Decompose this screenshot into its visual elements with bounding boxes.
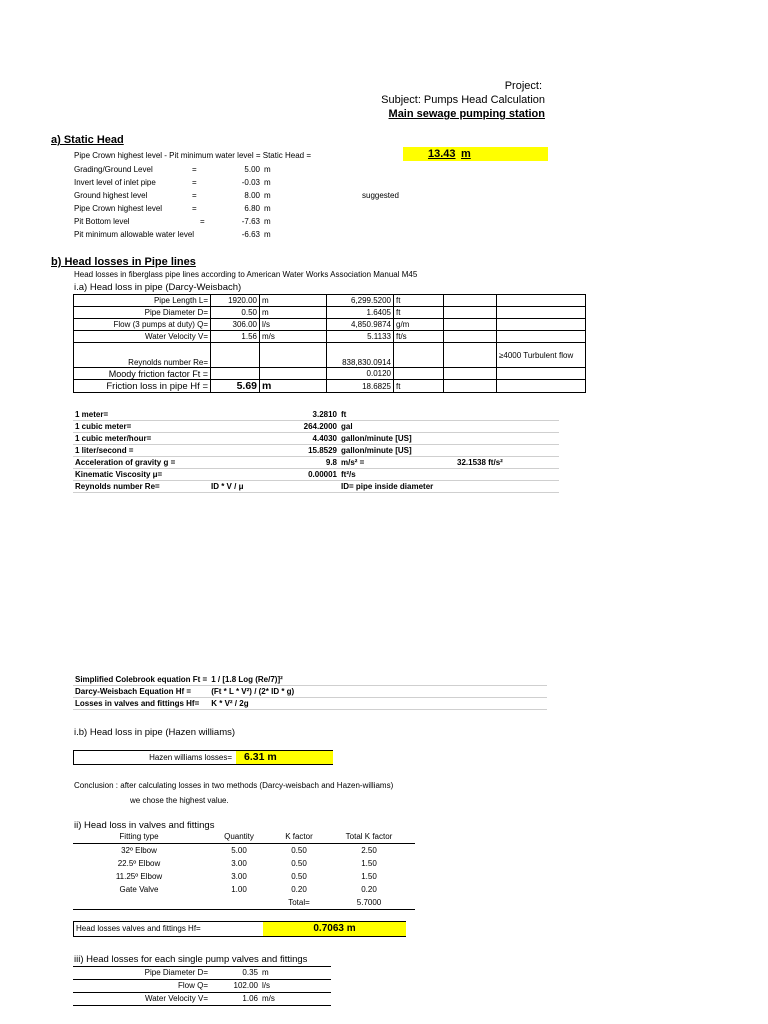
conv-extra bbox=[455, 469, 559, 481]
row-si-value: 1920.00 bbox=[211, 295, 260, 307]
fittings-bottom-rule bbox=[73, 909, 415, 910]
conv-value: 9.8 bbox=[293, 457, 339, 469]
friction-loss-si-unit: m bbox=[260, 380, 327, 393]
static-row-unit: m bbox=[264, 230, 271, 239]
conv-unit: gal bbox=[339, 421, 455, 433]
fittings-header-type: Fitting type bbox=[119, 832, 159, 841]
conversion-table bbox=[73, 409, 559, 493]
static-row-unit: m bbox=[264, 191, 271, 200]
subject-label: Subject: Pumps Head Calculation bbox=[381, 94, 545, 106]
single-pump-value: 1.06 bbox=[242, 994, 258, 1003]
conv-mid bbox=[209, 445, 293, 457]
conv-unit: ft bbox=[339, 409, 455, 421]
row-label: Moody friction factor Ft = bbox=[74, 368, 211, 380]
static-head-result-unit: m bbox=[461, 148, 471, 160]
fittings-title: ii) Head loss in valves and fittings bbox=[74, 820, 215, 831]
station-title: Main sewage pumping station bbox=[388, 108, 545, 120]
row-si-unit: m bbox=[260, 307, 327, 319]
table-row bbox=[73, 469, 559, 481]
table-row bbox=[74, 295, 586, 307]
row-imp-unit bbox=[394, 343, 444, 368]
fitting-k: 0.50 bbox=[291, 859, 307, 868]
single-pump-label: Water Velocity V= bbox=[144, 994, 208, 1003]
single-pump-unit: m/s bbox=[262, 994, 275, 1003]
fittings-total-value: 5.7000 bbox=[356, 898, 382, 907]
hazen-title: i.b) Head loss in pipe (Hazen williams) bbox=[74, 727, 236, 738]
table-row bbox=[73, 445, 559, 457]
table-row bbox=[73, 674, 547, 686]
equation-expr: 1 / [1.8 Log (Re/7)]² bbox=[209, 674, 547, 686]
row-si-unit: m bbox=[260, 295, 327, 307]
static-row-label: Pit Bottom level bbox=[74, 217, 130, 226]
row-si-unit: l/s bbox=[260, 319, 327, 331]
row-note bbox=[497, 331, 586, 343]
conv-unit: m/s² = bbox=[339, 457, 455, 469]
static-head-result: 13.43 bbox=[428, 148, 456, 160]
row-empty bbox=[444, 380, 497, 393]
row-imp-value: 838,830.0914 bbox=[327, 343, 394, 368]
static-row-unit: m bbox=[264, 217, 271, 226]
hazen-box bbox=[73, 750, 333, 765]
table-row bbox=[73, 686, 547, 698]
row-imp-value: 4,850.9874 bbox=[327, 319, 394, 331]
static-row-value: -6.63 bbox=[241, 230, 260, 239]
fitting-type: 32º Elbow bbox=[121, 846, 157, 855]
row-imp-unit: ft bbox=[394, 380, 444, 393]
conv-mid: ID * V / μ bbox=[209, 481, 293, 493]
conv-label: Reynolds number Re= bbox=[73, 481, 209, 493]
darcy-title: i.a) Head loss in pipe (Darcy-Weisbach) bbox=[74, 282, 242, 293]
table-row bbox=[74, 331, 586, 343]
row-empty bbox=[444, 368, 497, 380]
hazen-value: 6.31 m bbox=[236, 751, 333, 764]
row-si-value bbox=[211, 368, 260, 380]
fitting-quantity: 5.00 bbox=[231, 846, 247, 855]
static-row-value: -0.03 bbox=[241, 178, 260, 187]
static-row-eq: = bbox=[192, 165, 197, 174]
conv-value: 264.2000 bbox=[293, 421, 339, 433]
conv-value bbox=[293, 481, 339, 493]
table-row bbox=[73, 457, 559, 469]
row-label: Water Velocity V= bbox=[74, 331, 211, 343]
static-row-label: Grading/Ground Level bbox=[74, 165, 153, 174]
fitting-type: Gate Valve bbox=[119, 885, 159, 894]
conv-mid bbox=[209, 421, 293, 433]
row-note bbox=[497, 368, 586, 380]
equations-table bbox=[73, 674, 547, 710]
conv-unit: ID= pipe inside diameter bbox=[339, 481, 455, 493]
equation-label: Darcy-Weisbach Equation Hf = bbox=[73, 686, 209, 698]
single-pump-title: iii) Head losses for each single pump valves and fittings bbox=[74, 954, 308, 965]
row-empty bbox=[444, 295, 497, 307]
row-si-value bbox=[211, 343, 260, 368]
row-si-value: 0.50 bbox=[211, 307, 260, 319]
fitting-type: 11.25º Elbow bbox=[115, 872, 163, 881]
fittings-header-total-k: Total K factor bbox=[345, 832, 393, 841]
static-row-eq: = bbox=[192, 178, 197, 187]
row-imp-value: 18.6825 bbox=[327, 380, 394, 393]
static-head-formula: Pipe Crown highest level - Pit minimum water level = Static Head = bbox=[74, 151, 311, 160]
table-row bbox=[73, 481, 559, 493]
conv-extra bbox=[455, 409, 559, 421]
friction-loss-si-value: 5.69 bbox=[211, 380, 260, 393]
row-imp-unit: g/m bbox=[394, 319, 444, 331]
conclusion-line2: we chose the highest value. bbox=[130, 796, 229, 805]
static-row-value: 8.00 bbox=[244, 191, 260, 200]
equation-label: Simplified Colebrook equation Ft = bbox=[75, 675, 208, 684]
row-imp-unit bbox=[394, 368, 444, 380]
single-pump-top-rule bbox=[73, 966, 331, 967]
single-pump-rule bbox=[73, 979, 331, 980]
fittings-header-quantity: Quantity bbox=[224, 832, 254, 841]
fittings-hf-box bbox=[73, 921, 406, 937]
fitting-total-k: 2.50 bbox=[361, 846, 377, 855]
row-si-value: 1.56 bbox=[211, 331, 260, 343]
table-row bbox=[74, 343, 586, 368]
static-row-eq: = bbox=[192, 204, 197, 213]
table-row bbox=[74, 380, 586, 393]
fitting-k: 0.20 bbox=[291, 885, 307, 894]
pipe-losses-title: b) Head losses in Pipe lines bbox=[51, 256, 196, 268]
row-imp-value: 0.0120 bbox=[327, 368, 394, 380]
static-head-result-cell bbox=[403, 147, 548, 161]
fitting-total-k: 1.50 bbox=[361, 872, 377, 881]
static-row-label: Pipe Crown highest level bbox=[74, 204, 163, 213]
conv-label: 1 liter/second = bbox=[73, 445, 209, 457]
conv-extra bbox=[455, 481, 559, 493]
row-empty bbox=[444, 331, 497, 343]
single-pump-rule bbox=[73, 992, 331, 993]
conv-mid bbox=[209, 457, 293, 469]
single-pump-label: Pipe Diameter D= bbox=[144, 968, 208, 977]
conv-unit: gallon/minute [US] bbox=[339, 445, 455, 457]
project-label: Project: bbox=[504, 80, 542, 92]
conclusion-line1: Conclusion : after calculating losses in two methods (Darcy-weisbach and Hazen-williams) bbox=[74, 781, 394, 790]
conv-label: 1 cubic meter= bbox=[73, 421, 209, 433]
conv-unit: gallon/minute [US] bbox=[339, 433, 455, 445]
row-imp-value: 6,299.5200 bbox=[327, 295, 394, 307]
conv-extra: 32.1538 ft/s² bbox=[455, 457, 559, 469]
suggested-note: suggested bbox=[362, 191, 399, 200]
static-row-value: -7.63 bbox=[241, 217, 260, 226]
conv-unit: ft²/s bbox=[339, 469, 455, 481]
single-pump-value: 0.35 bbox=[242, 968, 258, 977]
static-row-eq: = bbox=[192, 191, 197, 200]
row-label: Flow (3 pumps at duty) Q= bbox=[74, 319, 211, 331]
row-empty bbox=[444, 319, 497, 331]
static-row-value: 5.00 bbox=[244, 165, 260, 174]
row-imp-unit: ft bbox=[394, 307, 444, 319]
fitting-quantity: 1.00 bbox=[231, 885, 247, 894]
row-si-unit: m/s bbox=[260, 331, 327, 343]
row-imp-unit: ft/s bbox=[394, 331, 444, 343]
table-row bbox=[73, 421, 559, 433]
single-pump-value: 102.00 bbox=[233, 981, 258, 990]
fitting-type: 22.5º Elbow bbox=[117, 859, 161, 868]
static-row-eq: = bbox=[200, 217, 205, 226]
row-si-unit bbox=[260, 368, 327, 380]
conv-value: 4.4030 bbox=[293, 433, 339, 445]
fitting-quantity: 3.00 bbox=[231, 859, 247, 868]
single-pump-unit: m bbox=[262, 968, 269, 977]
equation-expr: (Ft * L * V²) / (2* ID * g) bbox=[209, 686, 547, 698]
row-imp-value: 5.1133 bbox=[327, 331, 394, 343]
conv-value: 0.00001 bbox=[293, 469, 339, 481]
conv-mid bbox=[209, 409, 293, 421]
static-row-label: Pit minimum allowable water level bbox=[74, 230, 195, 239]
hazen-label: Hazen williams losses= bbox=[149, 753, 232, 762]
static-row-value: 6.80 bbox=[244, 204, 260, 213]
row-imp-unit: ft bbox=[394, 295, 444, 307]
conv-label: Kinematic Viscosity μ= bbox=[73, 469, 209, 481]
conv-mid bbox=[209, 433, 293, 445]
row-empty bbox=[444, 307, 497, 319]
fittings-total-label: Total= bbox=[288, 898, 310, 907]
table-row bbox=[73, 409, 559, 421]
conv-label: 1 meter= bbox=[73, 409, 209, 421]
row-si-unit bbox=[260, 343, 327, 368]
conv-extra bbox=[455, 445, 559, 457]
fittings-header-rule bbox=[73, 843, 415, 844]
equation-expr: K * V² / 2g bbox=[209, 698, 547, 710]
row-label: Friction loss in pipe Hf = bbox=[74, 380, 211, 393]
table-row bbox=[74, 319, 586, 331]
fitting-k: 0.50 bbox=[291, 846, 307, 855]
row-note bbox=[497, 380, 586, 393]
conv-extra bbox=[455, 421, 559, 433]
row-imp-value: 1.6405 bbox=[327, 307, 394, 319]
row-label: Reynolds number Re= bbox=[74, 343, 211, 368]
conv-value: 3.2810 bbox=[293, 409, 339, 421]
table-row bbox=[74, 368, 586, 380]
darcy-table bbox=[73, 294, 586, 393]
static-row-unit: m bbox=[264, 204, 271, 213]
row-note bbox=[497, 319, 586, 331]
table-row bbox=[73, 698, 547, 710]
equation-label: Losses in valves and fittings Hf= bbox=[73, 698, 209, 710]
pipe-losses-intro: Head losses in fiberglass pipe lines according to American Water Works Association Manual M45 bbox=[74, 270, 418, 279]
fittings-header-k: K factor bbox=[285, 832, 313, 841]
conv-extra bbox=[455, 433, 559, 445]
single-pump-rule bbox=[73, 1005, 331, 1006]
fitting-k: 0.50 bbox=[291, 872, 307, 881]
fittings-hf-label: Head losses valves and fittings Hf= bbox=[76, 924, 201, 933]
single-pump-label: Flow Q= bbox=[177, 981, 208, 990]
static-row-label: Invert level of inlet pipe bbox=[74, 178, 156, 187]
fitting-total-k: 1.50 bbox=[361, 859, 377, 868]
table-row bbox=[73, 433, 559, 445]
fitting-quantity: 3.00 bbox=[231, 872, 247, 881]
row-note bbox=[497, 295, 586, 307]
conv-value: 15.8529 bbox=[293, 445, 339, 457]
static-row-unit: m bbox=[264, 165, 271, 174]
row-note bbox=[497, 307, 586, 319]
row-note: ≥4000 Turbulent flow bbox=[497, 343, 586, 368]
table-row bbox=[74, 307, 586, 319]
row-empty bbox=[444, 343, 497, 368]
static-head-title: a) Static Head bbox=[51, 134, 124, 146]
fittings-hf-value: 0.7063 m bbox=[263, 922, 406, 936]
static-row-unit: m bbox=[264, 178, 271, 187]
row-label: Pipe Length L= bbox=[74, 295, 211, 307]
single-pump-unit: l/s bbox=[262, 981, 270, 990]
conv-mid bbox=[209, 469, 293, 481]
fitting-total-k: 0.20 bbox=[361, 885, 377, 894]
static-row-label: Ground highest level bbox=[74, 191, 148, 200]
row-label: Pipe Diameter D= bbox=[74, 307, 211, 319]
conv-label: 1 cubic meter/hour= bbox=[73, 433, 209, 445]
row-si-value: 306.00 bbox=[211, 319, 260, 331]
conv-label: Acceleration of gravity g = bbox=[73, 457, 209, 469]
